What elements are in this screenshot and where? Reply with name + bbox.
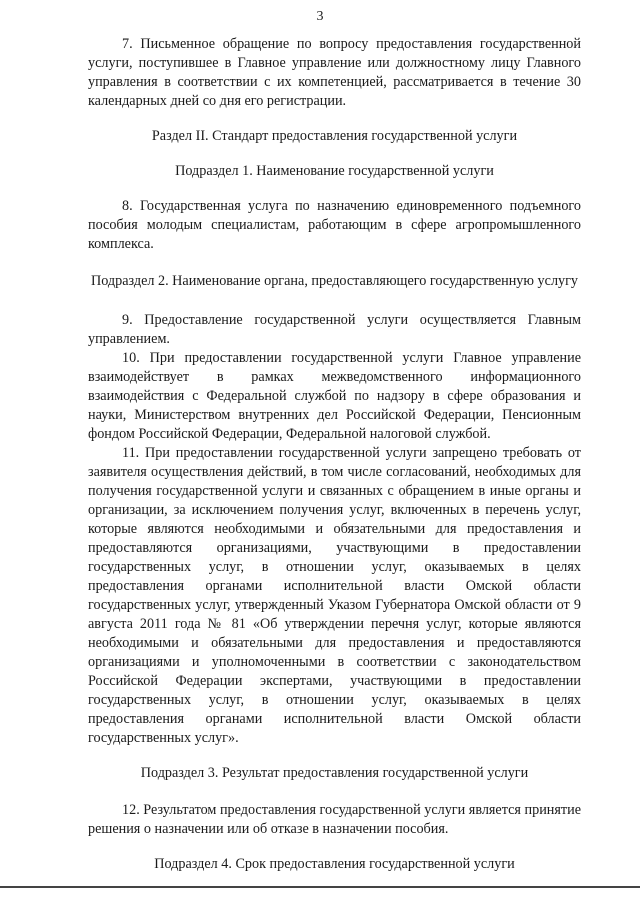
spacer [88,291,581,311]
paragraph: 11. При предоставлении государственной услуги запрещено требовать от заявителя осуществления действий, в том числе согласований, необходимых для получения государственной услуги и связанных с обращением в иные органы и организации, за исключением получения услуг, включенных в перечень услуг, которые являются необходимыми и обязательными для предоставления и предоставляются организациями, участвующими в предоставлении государственных услуг, в отношении услуг, оказываемых в целях предоставления органами исполнительной власти Омской области государственных услуг, утвержденный Указом Губернатора Омской области от 9 августа 2011 года № 81 «Об утверждении перечня услуг, которые являются необходимыми и обязательными для предоставления и предоставляются организациями и уполномоченными в соответствии с законодательством Российской Федерации экспертами, участвующими в предоставлении государственных услуг, в отношении услуг, оказываемых в целях предоставления органами исполнительной власти Омской области государственных услуг». [88,445,581,746]
spacer [88,783,581,801]
paragraph: 7. Письменное обращение по вопросу предоставления государственной услуги, поступившее в Главное управление или должностному лицу Главного управления в соответствии с их компетенцией, рассматривается в течение 30 календарных дней со дня его регистрации. [88,36,581,109]
spacer [88,839,581,855]
section-heading: Подраздел 3. Результат предоставления государственной услуги [140,765,529,781]
page-number: 3 [316,9,324,24]
section-heading: Подраздел 1. Наименование государственной услуги [175,163,494,179]
paragraph: 8. Государственная услуга по назначению единовременного подъемного пособия молодым специалистам, работающим в сфере агропромышленного комплекса. [88,198,581,252]
paragraph: 12. Результатом предоставления государственной услуги является принятие решения о назначении или об отказе в назначении пособия. [88,802,581,837]
section-heading: Подраздел 4. Срок предоставления государственной услуги [154,856,515,872]
section-heading: Раздел II. Стандарт предоставления государственной услуги [151,128,518,144]
paragraph: 10. При предоставлении государственной услуги Главное управление взаимодействует в рамках межведомственного информационного взаимодействия с Федеральной службой по надзору в сфере образования и науки, Министерством внутренних дел Российской Федерации, Пенсионным фондом Российской Федерации, Федеральной налоговой службой. [88,350,581,442]
spacer [88,748,581,764]
spacer [88,181,581,197]
spacer [88,254,581,272]
paragraph: 9. Предоставление государственной услуги осуществляется Главным управлением. [88,312,581,347]
document-body [88,35,581,874]
spacer [88,111,581,127]
spacer [88,146,581,162]
section-heading: Подраздел 2. Наименование органа, предоставляющего государственную услугу [90,273,579,289]
scan-edge-line [0,886,640,888]
